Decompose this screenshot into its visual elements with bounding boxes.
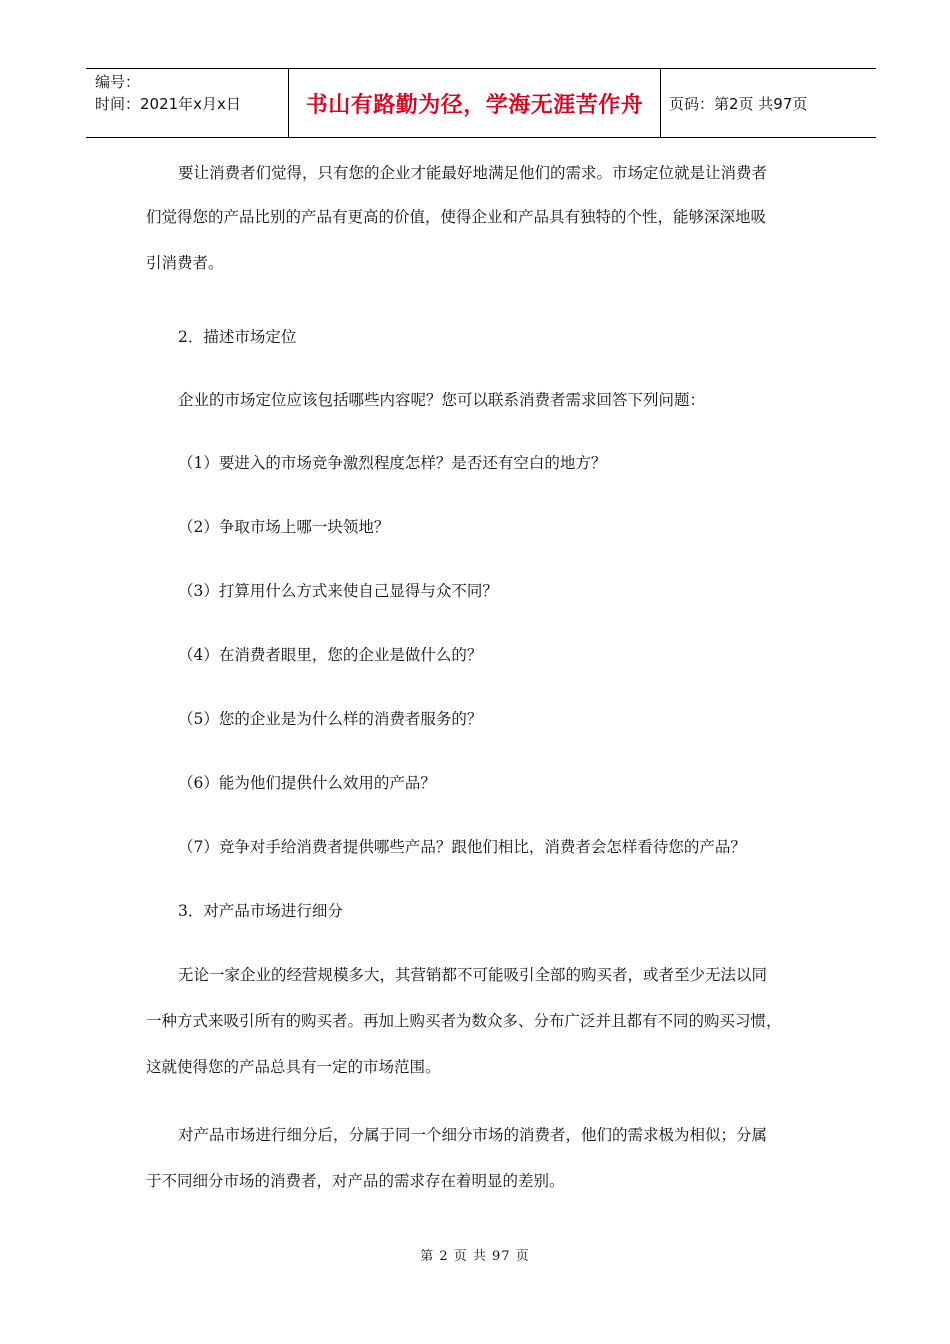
header-number-label: 编号： xyxy=(95,73,141,91)
section-heading: 3．对产品市场进行细分 xyxy=(178,902,343,920)
section-lead: 企业的市场定位应该包括哪些内容呢？您可以联系消费者需求回答下列问题： xyxy=(178,391,706,409)
intro-line: 们觉得您的产品比别的产品有更高的价值，使得企业和产品具有独特的个性，能够深深地吸 xyxy=(146,208,767,226)
section-heading: 2．描述市场定位 xyxy=(178,328,297,346)
paragraph-line: 这就使得您的产品总具有一定的市场范围。 xyxy=(146,1058,441,1076)
intro-line: 引消费者。 xyxy=(146,254,224,272)
question-item: （4）在消费者眼里，您的企业是做什么的？ xyxy=(178,646,483,664)
header-motto: 书山有路勤为径，学海无涯苦作舟 xyxy=(288,69,661,137)
question-item: （7）竞争对手给消费者提供哪些产品？跟他们相比，消费者会怎样看待您的产品？ xyxy=(178,838,746,856)
question-item: （3）打算用什么方式来使自己显得与众不同？ xyxy=(178,582,498,600)
question-item: （2）争取市场上哪一块领地？ xyxy=(178,518,390,536)
question-item: （1）要进入的市场竞争激烈程度怎样？是否还有空白的地方？ xyxy=(178,454,607,472)
question-item: （6）能为他们提供什么效用的产品？ xyxy=(178,774,436,792)
question-item: （5）您的企业是为什么样的消费者服务的？ xyxy=(178,710,483,728)
paragraph-line: 于不同细分市场的消费者，对产品的需求存在着明显的差别。 xyxy=(146,1172,565,1190)
document-body xyxy=(146,152,822,1204)
header-page-info: 页码：第2页 共97页 xyxy=(669,94,808,113)
header-meta xyxy=(86,69,288,137)
intro-line: 要让消费者们觉得，只有您的企业才能最好地满足他们的需求。市场定位就是让消费者 xyxy=(178,164,768,182)
paragraph-line: 对产品市场进行细分后，分属于同一个细分市场的消费者，他们的需求极为相似；分属 xyxy=(178,1126,768,1144)
paragraph-line: 一种方式来吸引所有的购买者。再加上购买者为数众多、分布广泛并且都有不同的购买习惯， xyxy=(146,1012,782,1030)
page-footer: 第 2 页 共 97 页 xyxy=(420,1249,530,1264)
header-date: 时间：2021年x月x日 xyxy=(95,95,241,113)
paragraph-line: 无论一家企业的经营规模多大，其营销都不可能吸引全部的购买者，或者至少无法以同 xyxy=(178,966,768,984)
page-header xyxy=(86,68,876,138)
